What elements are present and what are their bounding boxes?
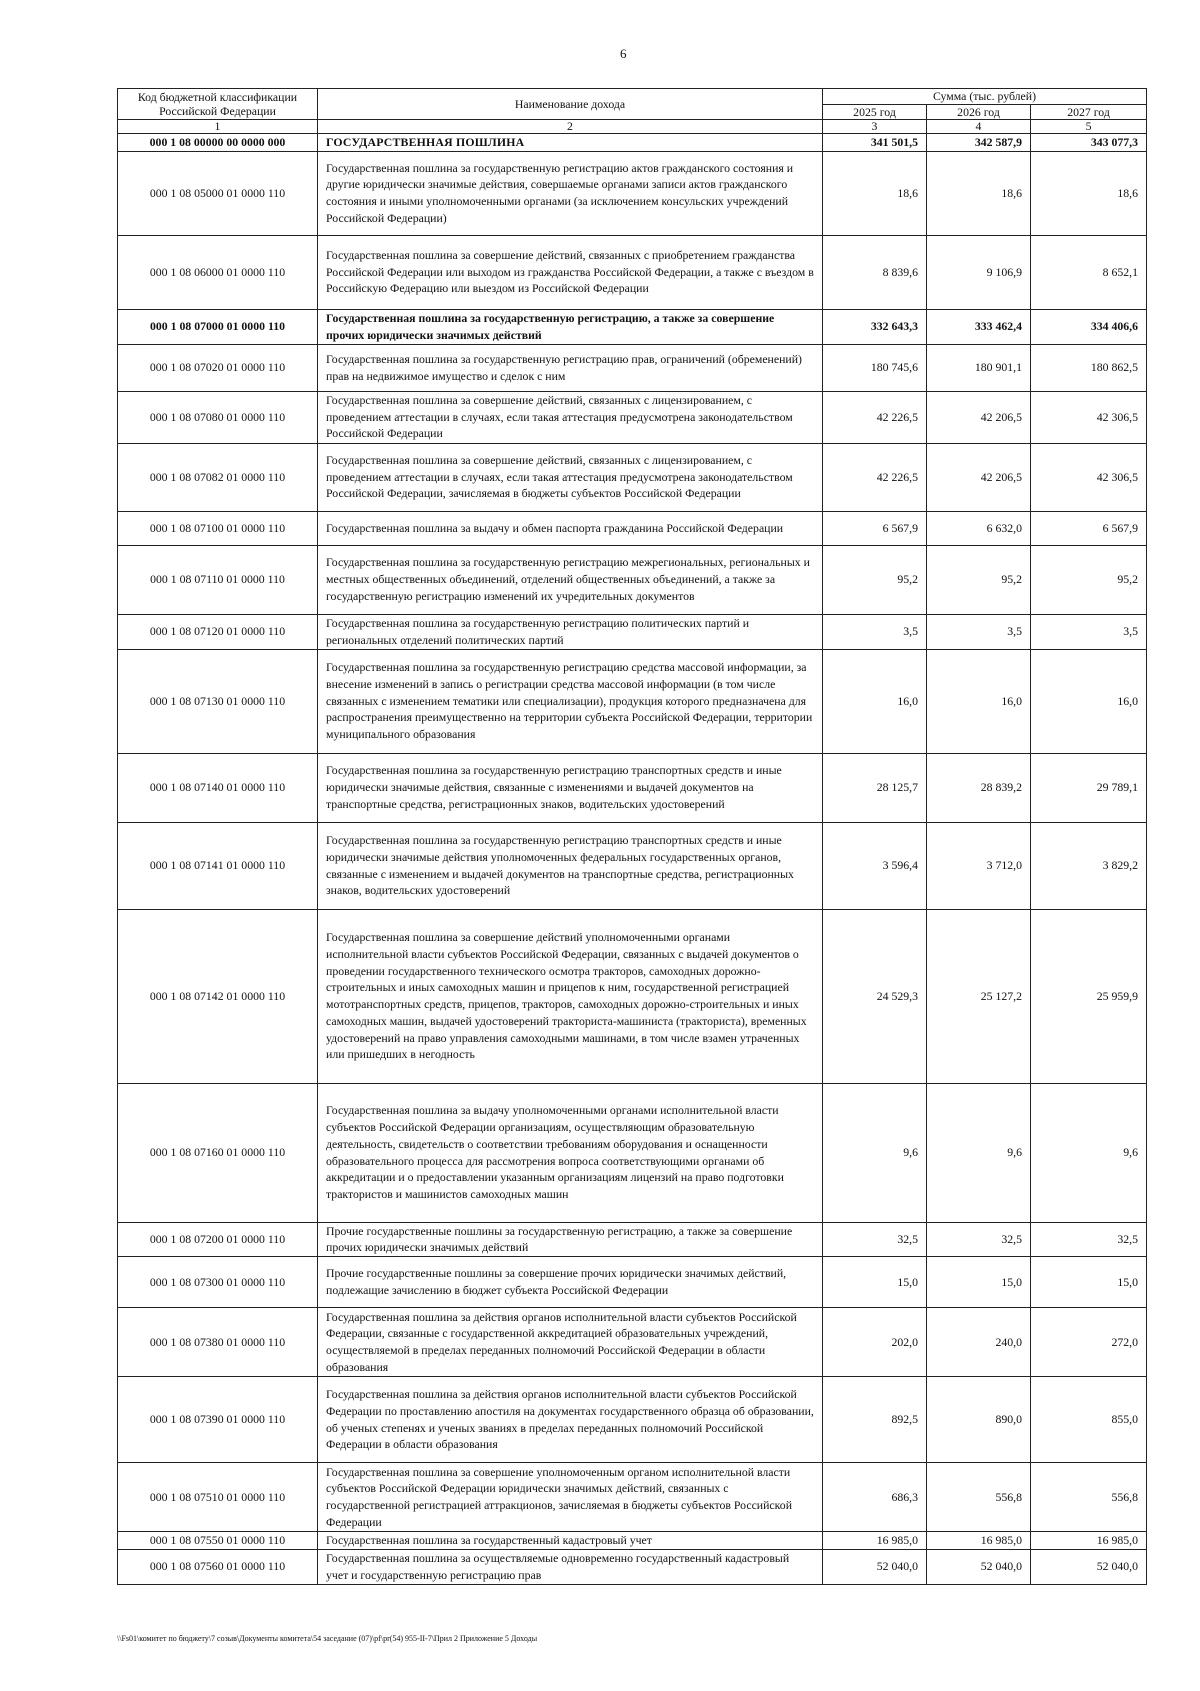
row-value-2026: 16,0 — [927, 649, 1031, 753]
row-value-2026: 25 127,2 — [927, 909, 1031, 1083]
row-value-2025: 892,5 — [823, 1377, 927, 1463]
table-row — [118, 909, 1147, 1083]
row-value-2027: 95,2 — [1031, 545, 1147, 614]
row-code: 000 1 08 07550 01 0000 110 — [118, 1532, 318, 1550]
row-code: 000 1 08 07140 01 0000 110 — [118, 753, 318, 822]
revenue-table — [117, 88, 1147, 1585]
row-code: 000 1 08 07110 01 0000 110 — [118, 545, 318, 614]
row-value-2027: 15,0 — [1031, 1257, 1147, 1308]
row-value-2026: 9,6 — [927, 1083, 1031, 1222]
column-number-5: 5 — [1031, 120, 1147, 133]
row-name: Государственная пошлина за государственный кадастровый учет — [318, 1532, 823, 1550]
table-row — [118, 511, 1147, 545]
table-row — [118, 1463, 1147, 1532]
row-value-2025: 6 567,9 — [823, 511, 927, 545]
table-row — [118, 545, 1147, 614]
table-row — [118, 235, 1147, 309]
table-row — [118, 822, 1147, 909]
row-value-2027: 42 306,5 — [1031, 443, 1147, 511]
table-row — [118, 1308, 1147, 1377]
row-value-2025: 28 125,7 — [823, 753, 927, 822]
row-name: Государственная пошлина за государственную регистрацию прав, ограничений (обременений) прав на недвижимое имущество и сделок с ним — [318, 344, 823, 391]
row-value-2025: 95,2 — [823, 545, 927, 614]
row-value-2025: 686,3 — [823, 1463, 927, 1532]
row-value-2025: 52 040,0 — [823, 1549, 927, 1584]
row-value-2026: 42 206,5 — [927, 443, 1031, 511]
row-name: Государственная пошлина за совершение действий уполномоченными органами исполнительной власти субъектов Российской Федерации, связанных с выдачей документов о проведении государственного технического осмотра тракторов, самоходных дорожно-строительных и иных самоходных машин и прицепов к ним, государственной регистрацией мототранспортных средств, прицепов, тракторов, самоходных дорожно-строительных и иных самоходных машин, выдачей удостоверений тракториста-машиниста (тракториста), временных удостоверений на право управления самоходными машинами, в том числе взамен утраченных или пришедших в негодность — [318, 909, 823, 1083]
row-value-2027: 52 040,0 — [1031, 1549, 1147, 1584]
row-value-2026: 28 839,2 — [927, 753, 1031, 822]
table-row — [118, 151, 1147, 235]
row-value-2027: 29 789,1 — [1031, 753, 1147, 822]
row-code: 000 1 08 07120 01 0000 110 — [118, 614, 318, 649]
row-value-2027: 42 306,5 — [1031, 391, 1147, 443]
row-value-2027: 180 862,5 — [1031, 344, 1147, 391]
row-name: Государственная пошлина за совершение действий, связанных с приобретением гражданства Российской Федерации или выходом из гражданства Российской Федерации, а также с въездом в Российскую Федерацию или выездом из Российской Федерации — [318, 235, 823, 309]
table-row — [118, 1257, 1147, 1308]
row-value-2027: 9,6 — [1031, 1083, 1147, 1222]
row-value-2026: 16 985,0 — [927, 1532, 1031, 1550]
row-value-2026: 9 106,9 — [927, 235, 1031, 309]
row-value-2025: 16 985,0 — [823, 1532, 927, 1550]
row-value-2025: 341 501,5 — [823, 133, 927, 151]
table-row — [118, 614, 1147, 649]
row-name: Прочие государственные пошлины за государственную регистрацию, а также за совершение прочих юридически значимых действий — [318, 1222, 823, 1257]
column-number-2: 2 — [318, 120, 823, 133]
row-value-2026: 890,0 — [927, 1377, 1031, 1463]
row-value-2027: 6 567,9 — [1031, 511, 1147, 545]
row-value-2026: 180 901,1 — [927, 344, 1031, 391]
table-row — [118, 443, 1147, 511]
row-value-2025: 332 643,3 — [823, 309, 927, 344]
row-value-2025: 32,5 — [823, 1222, 927, 1257]
row-code: 000 1 08 07380 01 0000 110 — [118, 1308, 318, 1377]
row-value-2027: 343 077,3 — [1031, 133, 1147, 151]
row-value-2025: 42 226,5 — [823, 443, 927, 511]
column-number-row — [118, 120, 1147, 133]
row-name: Государственная пошлина за выдачу и обмен паспорта гражданина Российской Федерации — [318, 511, 823, 545]
row-code: 000 1 08 07100 01 0000 110 — [118, 511, 318, 545]
table-row — [118, 753, 1147, 822]
row-value-2027: 272,0 — [1031, 1308, 1147, 1377]
row-value-2025: 202,0 — [823, 1308, 927, 1377]
row-code: 000 1 08 06000 01 0000 110 — [118, 235, 318, 309]
row-name: Государственная пошлина за совершение действий, связанных с лицензированием, с проведением аттестации в случаях, если такая аттестация предусмотрена законодательством Российской Федерации — [318, 391, 823, 443]
table-row — [118, 309, 1147, 344]
row-name: Государственная пошлина за выдачу уполномоченными органами исполнительной власти субъектов Российской Федерации организациям, осуществляющим образовательную деятельность, свидетельств о соответствии требованиям оборудования и оснащенности образовательного процесса для рассмотрения вопроса соответствующими органами об аккредитации и о предоставлении указанным организациям лицензий на право подготовки трактористов и машинистов самоходных машин — [318, 1083, 823, 1222]
row-code: 000 1 08 07000 01 0000 110 — [118, 309, 318, 344]
row-value-2026: 333 462,4 — [927, 309, 1031, 344]
row-name: Государственная пошлина за государственную регистрацию транспортных средств и иные юридически значимые действия, связанные с изменениями и выдачей документов на транспортные средства, регистрационных знаков, водительских удостоверений — [318, 753, 823, 822]
table-row — [118, 1549, 1147, 1584]
table-row — [118, 649, 1147, 753]
row-value-2027: 16,0 — [1031, 649, 1147, 753]
row-code: 000 1 08 05000 01 0000 110 — [118, 151, 318, 235]
header-sum: Сумма (тыс. рублей) — [823, 89, 1147, 105]
row-name: Государственная пошлина за действия органов исполнительной власти субъектов Российской Федерации по проставлению апостиля на документах государственного образца об образовании, об ученых степенях и ученых званиях в пределах переданных полномочий Российской Федерации в области образования — [318, 1377, 823, 1463]
row-value-2026: 556,8 — [927, 1463, 1031, 1532]
row-name: Государственная пошлина за государственную регистрацию межрегиональных, региональных и местных общественных объединений, отделений общественных объединений, а также за государственную регистрацию изменений их учредительных документов — [318, 545, 823, 614]
table-row — [118, 1377, 1147, 1463]
row-value-2025: 16,0 — [823, 649, 927, 753]
row-code: 000 1 08 07020 01 0000 110 — [118, 344, 318, 391]
row-name: Государственная пошлина за государственную регистрацию средства массовой информации, за внесение изменений в запись о регистрации средства массовой информации (в том числе связанных с изменением тематики или специализации), продукция которого предназначена для распространения преимущественно на территории субъекта Российской Федерации, территории муниципального образования — [318, 649, 823, 753]
row-value-2025: 42 226,5 — [823, 391, 927, 443]
row-value-2026: 240,0 — [927, 1308, 1031, 1377]
row-value-2026: 15,0 — [927, 1257, 1031, 1308]
row-name: ГОСУДАРСТВЕННАЯ ПОШЛИНА — [318, 133, 823, 151]
row-name: Государственная пошлина за осуществляемые одновременно государственный кадастровый учет и государственную регистрацию прав — [318, 1549, 823, 1584]
row-value-2027: 3 829,2 — [1031, 822, 1147, 909]
row-name: Государственная пошлина за государственную регистрацию политических партий и региональных отделений политических партий — [318, 614, 823, 649]
row-name: Государственная пошлина за государственную регистрацию, а также за совершение прочих юридически значимых действий — [318, 309, 823, 344]
row-code: 000 1 08 07130 01 0000 110 — [118, 649, 318, 753]
row-name: Государственная пошлина за государственную регистрацию транспортных средств и иные юридически значимые действия уполномоченных федеральных государственных органов, связанные с изменением и выдачей документов на транспортные средства, регистрационных знаков, водительских удостоверений — [318, 822, 823, 909]
row-value-2025: 18,6 — [823, 151, 927, 235]
row-code: 000 1 08 07141 01 0000 110 — [118, 822, 318, 909]
header-year-2025: 2025 год — [823, 104, 927, 120]
row-value-2026: 342 587,9 — [927, 133, 1031, 151]
header-code: Код бюджетной классификации Российской Федерации — [118, 89, 318, 120]
column-number-3: 3 — [823, 120, 927, 133]
row-value-2026: 32,5 — [927, 1222, 1031, 1257]
row-value-2025: 8 839,6 — [823, 235, 927, 309]
row-value-2027: 16 985,0 — [1031, 1532, 1147, 1550]
row-code: 000 1 08 07200 01 0000 110 — [118, 1222, 318, 1257]
row-code: 000 1 08 07510 01 0000 110 — [118, 1463, 318, 1532]
row-value-2027: 18,6 — [1031, 151, 1147, 235]
row-value-2027: 8 652,1 — [1031, 235, 1147, 309]
row-value-2027: 3,5 — [1031, 614, 1147, 649]
table-row — [118, 133, 1147, 151]
row-value-2027: 25 959,9 — [1031, 909, 1147, 1083]
row-name: Прочие государственные пошлины за совершение прочих юридически значимых действий, подлежащие зачислению в бюджет субъекта Российской Федерации — [318, 1257, 823, 1308]
row-name: Государственная пошлина за государственную регистрацию актов гражданского состояния и другие юридически значимые действия, совершаемые органами записи актов гражданского состояния и иными уполномоченными органами (за исключением консульских учреждений Российской Федерации) — [318, 151, 823, 235]
table-row — [118, 1083, 1147, 1222]
row-value-2027: 32,5 — [1031, 1222, 1147, 1257]
row-code: 000 1 08 07142 01 0000 110 — [118, 909, 318, 1083]
table-row — [118, 391, 1147, 443]
table-row — [118, 1532, 1147, 1550]
row-code: 000 1 08 07082 01 0000 110 — [118, 443, 318, 511]
header-year-2026: 2026 год — [927, 104, 1031, 120]
column-number-1: 1 — [118, 120, 318, 133]
header-row-1 — [118, 89, 1147, 105]
row-value-2027: 855,0 — [1031, 1377, 1147, 1463]
row-value-2027: 556,8 — [1031, 1463, 1147, 1532]
row-value-2027: 334 406,6 — [1031, 309, 1147, 344]
row-value-2026: 3 712,0 — [927, 822, 1031, 909]
table-row — [118, 1222, 1147, 1257]
row-code: 000 1 08 07390 01 0000 110 — [118, 1377, 318, 1463]
row-value-2026: 18,6 — [927, 151, 1031, 235]
row-code: 000 1 08 00000 00 0000 000 — [118, 133, 318, 151]
row-code: 000 1 08 07080 01 0000 110 — [118, 391, 318, 443]
row-name: Государственная пошлина за совершение действий, связанных с лицензированием, с проведением аттестации в случаях, если такая аттестация предусмотрена законодательством Российской Федерации, зачисляемая в бюджеты субъектов Российской Федерации — [318, 443, 823, 511]
header-year-2027: 2027 год — [1031, 104, 1147, 120]
row-name: Государственная пошлина за действия органов исполнительной власти субъектов Российской Федерации, связанные с государственной аккредитацией образовательных учреждений, осуществляемой в пределах переданных полномочий Российской Федерации в области образования — [318, 1308, 823, 1377]
row-value-2025: 15,0 — [823, 1257, 927, 1308]
page-number: 6 — [620, 46, 627, 61]
row-code: 000 1 08 07300 01 0000 110 — [118, 1257, 318, 1308]
row-value-2025: 9,6 — [823, 1083, 927, 1222]
row-value-2026: 95,2 — [927, 545, 1031, 614]
table-row — [118, 344, 1147, 391]
row-value-2025: 3,5 — [823, 614, 927, 649]
row-value-2026: 42 206,5 — [927, 391, 1031, 443]
row-code: 000 1 08 07160 01 0000 110 — [118, 1083, 318, 1222]
row-code: 000 1 08 07560 01 0000 110 — [118, 1549, 318, 1584]
row-value-2025: 180 745,6 — [823, 344, 927, 391]
row-value-2025: 3 596,4 — [823, 822, 927, 909]
row-value-2025: 24 529,3 — [823, 909, 927, 1083]
row-value-2026: 6 632,0 — [927, 511, 1031, 545]
row-name: Государственная пошлина за совершение уполномоченным органом исполнительной власти субъектов Российской Федерации юридически значимых действий, связанных с государственной регистрацией аттракционов, зачисляемая в бюджеты субъектов Российской Федерации — [318, 1463, 823, 1532]
header-name: Наименование дохода — [318, 89, 823, 120]
row-value-2026: 3,5 — [927, 614, 1031, 649]
footer-file-path: \\Fs01\комитет по бюджету\7 созыв\Документы комитета\54 заседание (07)\pf\pr(54) 955-II-7\Прил 2 Приложение 5 Доходы — [117, 1634, 538, 1643]
column-number-4: 4 — [927, 120, 1031, 133]
row-value-2026: 52 040,0 — [927, 1549, 1031, 1584]
